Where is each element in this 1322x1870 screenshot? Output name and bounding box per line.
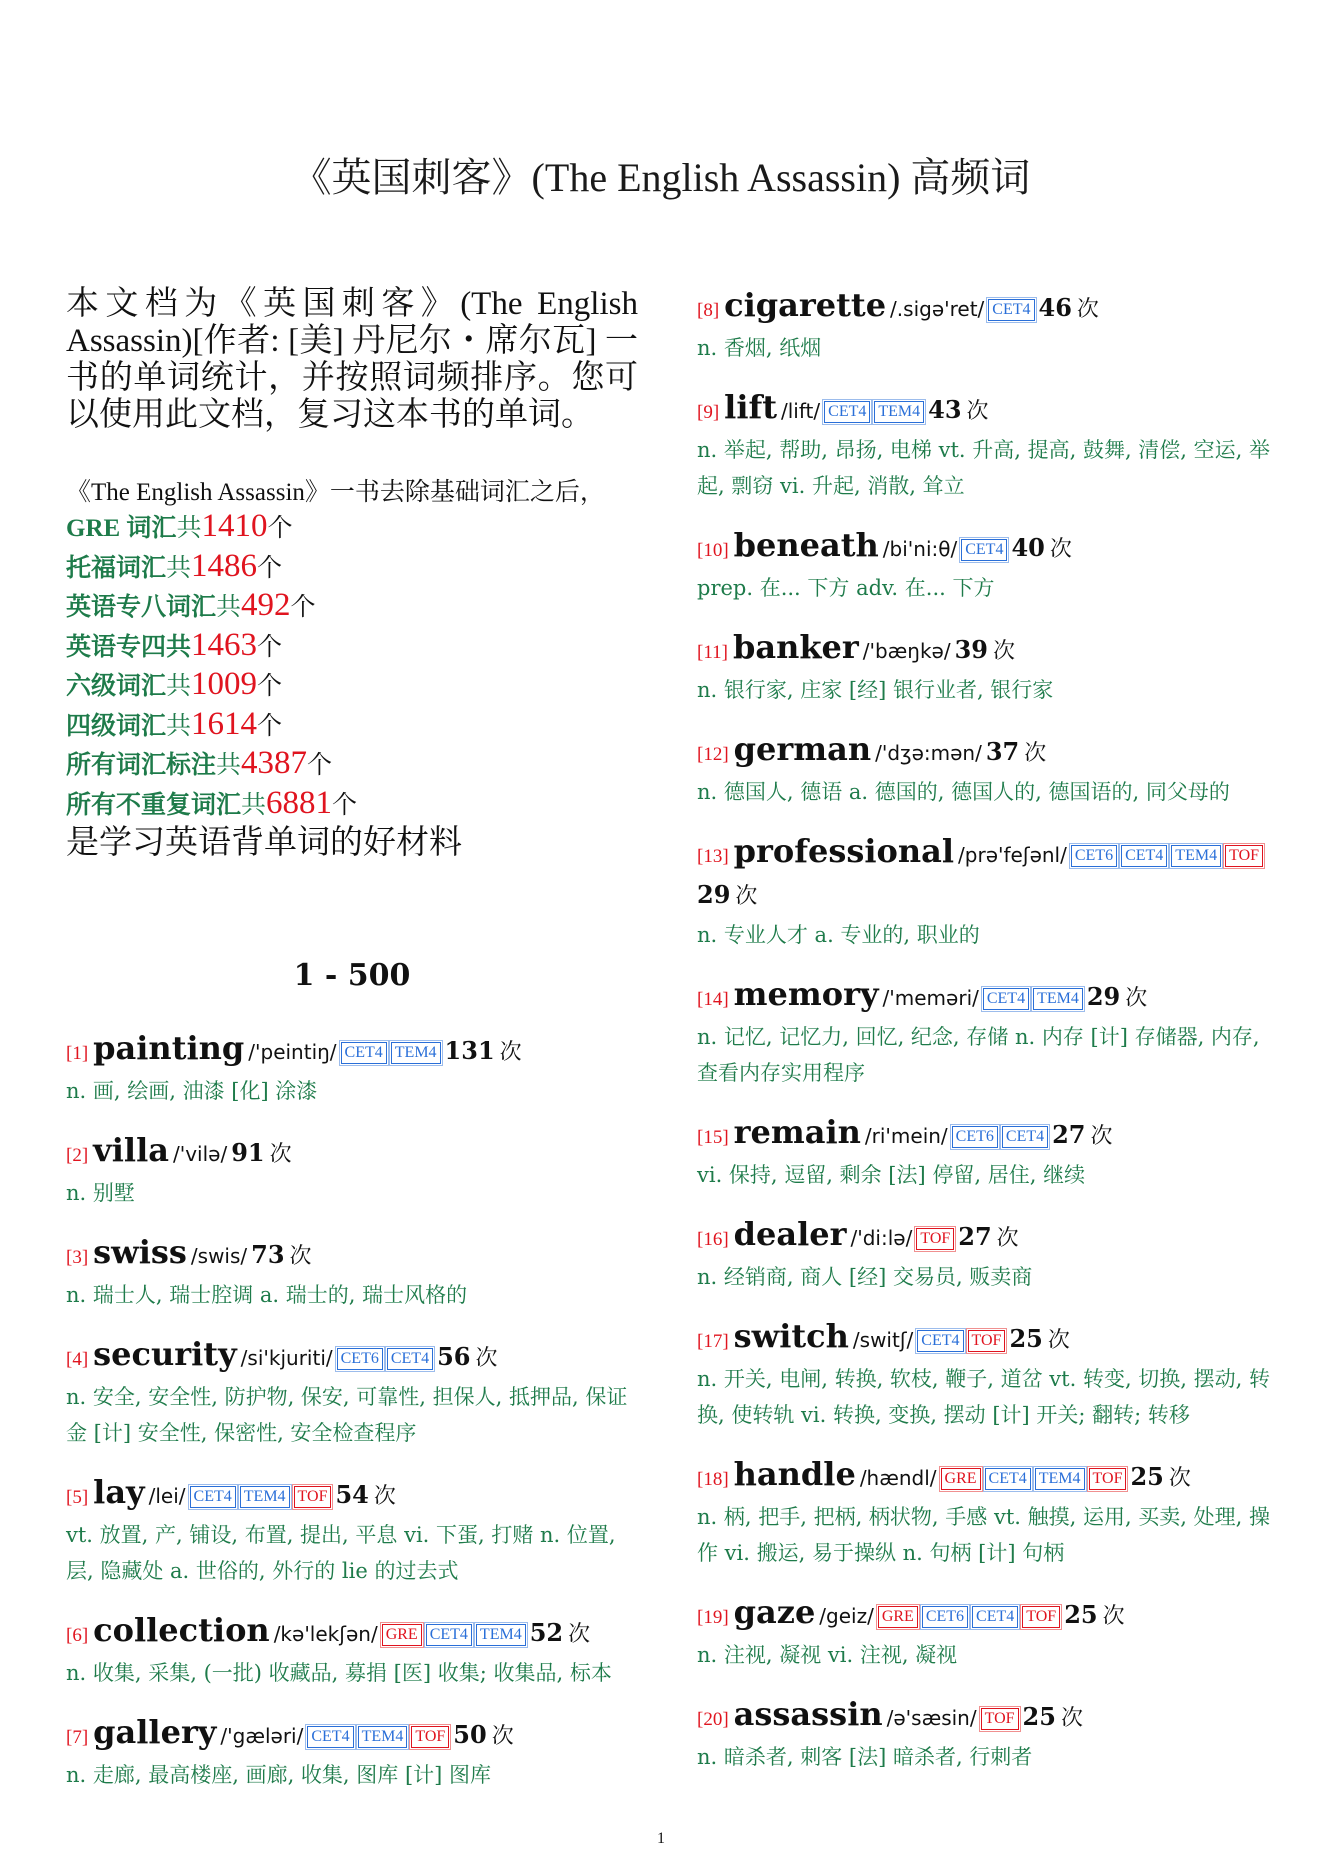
stat-label: GRE 词汇 xyxy=(66,515,177,542)
entry-count: 91 xyxy=(231,1138,265,1167)
left-column xyxy=(66,286,638,1815)
times-unit: 次 xyxy=(491,1724,514,1749)
exam-tag: CET6 xyxy=(922,1606,968,1628)
exam-tag: CET6 xyxy=(1071,845,1117,867)
stat-count: 4387 xyxy=(241,745,308,781)
stat-label: 四级词汇 xyxy=(66,712,167,740)
entry-phonetic: /lei/ xyxy=(148,1484,186,1508)
entry-count: 25 xyxy=(1064,1600,1098,1629)
times-unit: 次 xyxy=(568,1622,591,1647)
stat-line xyxy=(66,745,638,785)
entry-definition: n. 德国人, 德语 a. 德国的, 德国人的, 德国语的, 同父母的 xyxy=(697,780,1230,804)
entry-word: gaze xyxy=(733,1593,816,1631)
word-entry xyxy=(697,1317,1271,1433)
times-unit: 次 xyxy=(373,1484,396,1509)
stat-line xyxy=(66,627,638,667)
stat-line xyxy=(66,587,638,627)
entry-head xyxy=(697,388,1271,432)
entry-head xyxy=(66,1473,638,1517)
entry-definition: vi. 保持, 逗留, 剩余 [法] 停留, 居住, 继续 xyxy=(697,1163,1086,1187)
entry-definition: n. 走廊, 最高楼座, 画廊, 收集, 图库 [计] 图库 xyxy=(66,1763,492,1787)
entry-definition: n. 注视, 凝视 vi. 注视, 凝视 xyxy=(697,1643,958,1667)
entry-definition: n. 画, 绘画, 油漆 [化] 涂漆 xyxy=(66,1079,318,1103)
stat-of: 共 xyxy=(216,752,242,779)
times-unit: 次 xyxy=(499,1040,522,1065)
word-entry xyxy=(697,975,1271,1091)
entry-count: 37 xyxy=(985,737,1020,766)
entry-index: [14] xyxy=(697,989,729,1010)
entry-phonetic: /'vilə/ xyxy=(172,1142,228,1166)
entry-word: assassin xyxy=(733,1695,883,1733)
entry-definition: n. 别墅 xyxy=(66,1181,135,1205)
stat-line xyxy=(66,666,638,706)
entry-word: painting xyxy=(93,1029,245,1067)
entry-definition: n. 香烟, 纸烟 xyxy=(697,336,822,360)
entry-index: [15] xyxy=(697,1127,729,1148)
exam-tag: TOF xyxy=(1089,1468,1127,1490)
page-title: 《英国刺客》(The English Assassin) 高频词 xyxy=(291,155,1031,200)
stat-unit: 个 xyxy=(257,633,283,661)
range-heading: 1 - 500 xyxy=(293,958,411,993)
entry-definition: prep. 在... 下方 adv. 在... 下方 xyxy=(697,576,995,600)
word-entry xyxy=(66,1611,638,1691)
entry-word: memory xyxy=(733,975,879,1013)
stat-label: 所有词汇标注 xyxy=(66,752,217,779)
entry-phonetic: /prə'feʃənl/ xyxy=(958,843,1067,867)
entry-phonetic: /'peintiŋ/ xyxy=(248,1040,337,1064)
stat-of: 共 xyxy=(166,554,192,582)
stat-of: 共 xyxy=(166,673,192,700)
entry-count: 73 xyxy=(251,1240,285,1269)
entry-index: [9] xyxy=(697,402,720,423)
exam-tag: TEM4 xyxy=(476,1624,526,1646)
word-entry xyxy=(697,1593,1271,1673)
times-unit: 次 xyxy=(1168,1466,1191,1491)
entry-count: 43 xyxy=(928,395,962,424)
exam-tag: CET4 xyxy=(190,1486,236,1508)
entry-word: lift xyxy=(724,388,778,426)
stat-of: 共 xyxy=(241,791,267,819)
entry-word: security xyxy=(93,1335,237,1373)
exam-tag: CET4 xyxy=(341,1042,387,1064)
exam-tag: TOF xyxy=(916,1228,954,1250)
exam-tag: TEM4 xyxy=(1035,1468,1085,1490)
entry-definition: n. 收集, 采集, (一批) 收藏品, 募捐 [医] 收集; 收集品, 标本 xyxy=(66,1661,612,1685)
word-entry xyxy=(697,1113,1271,1193)
entry-word: handle xyxy=(733,1455,856,1493)
entry-count: 29 xyxy=(1086,982,1121,1011)
word-entry xyxy=(66,1131,638,1211)
stat-of: 共 xyxy=(166,712,192,740)
entry-index: [2] xyxy=(66,1145,89,1166)
entry-head xyxy=(697,975,1271,1019)
entry-index: [20] xyxy=(697,1709,729,1730)
stat-unit: 个 xyxy=(267,515,293,542)
stat-count: 1486 xyxy=(191,547,258,584)
entry-head xyxy=(697,1317,1271,1361)
word-entry xyxy=(697,1455,1271,1571)
entry-phonetic: /'bæŋkə/ xyxy=(862,639,951,663)
entry-word: gallery xyxy=(93,1713,217,1751)
word-list-left xyxy=(66,1029,638,1793)
stat-label: 所有不重复词汇 xyxy=(66,791,242,819)
stat-of: 共 xyxy=(176,515,202,542)
entry-count: 54 xyxy=(335,1480,369,1509)
entry-word: switch xyxy=(733,1317,849,1355)
entry-index: [12] xyxy=(697,744,729,765)
exam-tag: CET4 xyxy=(985,1468,1031,1490)
entry-index: [4] xyxy=(66,1349,89,1370)
entry-head xyxy=(697,526,1271,570)
exam-tag: CET4 xyxy=(426,1624,472,1646)
entry-word: german xyxy=(733,730,872,768)
stat-label: 英语专八词汇 xyxy=(66,594,217,621)
exam-tag: CET4 xyxy=(983,988,1029,1010)
entry-count: 52 xyxy=(529,1618,564,1647)
stats-list xyxy=(66,508,638,824)
entry-definition: n. 安全, 安全性, 防护物, 保安, 可靠性, 担保人, 抵押品, 保证金 [计] 安全性, 保密性, 安全检查程序 xyxy=(66,1385,628,1445)
stat-count: 492 xyxy=(241,587,291,623)
entry-phonetic: /'di:lə/ xyxy=(850,1226,913,1250)
entry-head xyxy=(697,286,1271,330)
entry-count: 25 xyxy=(1130,1462,1164,1491)
entry-count: 29 xyxy=(697,880,731,909)
entry-index: [3] xyxy=(66,1247,89,1268)
entry-definition: n. 暗杀者, 刺客 [法] 暗杀者, 行刺者 xyxy=(697,1745,1033,1769)
exam-tag: TOF xyxy=(294,1486,332,1508)
entry-count: 27 xyxy=(958,1222,992,1251)
times-unit: 次 xyxy=(1125,986,1148,1011)
word-entry xyxy=(66,1029,638,1109)
stat-count: 1410 xyxy=(201,508,268,544)
exam-tag: GRE xyxy=(382,1624,422,1646)
entry-definition: vt. 放置, 产, 铺设, 布置, 提出, 平息 vi. 下蛋, 打赌 n. 位置, 层, 隐藏处 a. 世俗的, 外行的 lie 的过去式 xyxy=(66,1523,616,1583)
word-list-right xyxy=(697,286,1271,1775)
exam-tag: CET4 xyxy=(1121,845,1167,867)
entry-word: beneath xyxy=(733,526,879,564)
exam-tag: TEM4 xyxy=(358,1726,408,1748)
entry-head xyxy=(697,1593,1271,1637)
exam-tag: TEM4 xyxy=(874,401,924,423)
stat-unit: 个 xyxy=(332,791,358,819)
stat-unit: 个 xyxy=(257,673,283,700)
entry-index: [6] xyxy=(66,1625,89,1646)
entry-head xyxy=(66,1611,638,1655)
stats-tail: 是学习英语背单词的好材料 xyxy=(66,825,462,861)
entry-definition: n. 举起, 帮助, 昂扬, 电梯 vt. 升高, 提高, 鼓舞, 清偿, 空运, 举起, 剽窃 vi. 升起, 消散, 耸立 xyxy=(697,438,1271,498)
stat-line xyxy=(66,548,638,588)
entry-index: [18] xyxy=(697,1469,729,1490)
entry-word: remain xyxy=(733,1113,861,1151)
word-entry xyxy=(66,1335,638,1451)
times-unit: 次 xyxy=(1102,1604,1125,1629)
entry-count: 50 xyxy=(453,1720,487,1749)
entry-definition: n. 专业人才 a. 专业的, 职业的 xyxy=(697,923,980,947)
entry-definition: n. 银行家, 庄家 [经] 银行业者, 银行家 xyxy=(697,678,1054,702)
times-unit: 次 xyxy=(1090,1124,1113,1149)
entry-count: 27 xyxy=(1052,1120,1086,1149)
entry-word: lay xyxy=(93,1473,145,1511)
word-entry xyxy=(66,1233,638,1313)
exam-tag: CET4 xyxy=(307,1726,353,1748)
right-column xyxy=(697,286,1271,1797)
entry-count: 131 xyxy=(444,1036,495,1065)
exam-tag: CET6 xyxy=(337,1348,383,1370)
entry-count: 46 xyxy=(1038,293,1072,322)
word-entry xyxy=(697,628,1271,708)
entry-definition: n. 经销商, 商人 [经] 交易员, 贩卖商 xyxy=(697,1265,1033,1289)
entry-head xyxy=(697,628,1271,672)
stat-label: 六级词汇 xyxy=(66,673,167,700)
entry-definition: n. 柄, 把手, 把柄, 柄状物, 手感 vt. 触摸, 运用, 买卖, 处理, 操作 vi. 搬运, 易于操纵 n. 句柄 [计] 句柄 xyxy=(697,1505,1271,1565)
page-number: 1 xyxy=(657,1830,665,1847)
stat-unit: 个 xyxy=(290,594,316,621)
entry-phonetic: /'gæləri/ xyxy=(220,1724,304,1748)
entry-word: professional xyxy=(733,832,955,870)
entry-phonetic: /hændl/ xyxy=(859,1466,937,1490)
word-entry xyxy=(66,1713,638,1793)
entry-index: [11] xyxy=(697,642,728,663)
times-unit: 次 xyxy=(966,399,989,424)
exam-tag: CET4 xyxy=(972,1606,1018,1628)
stat-of: 共 xyxy=(216,594,242,621)
exam-tag: TEM4 xyxy=(240,1486,290,1508)
entry-word: banker xyxy=(732,628,859,666)
entry-phonetic: /kə'lekʃən/ xyxy=(273,1622,378,1646)
stat-count: 6881 xyxy=(266,784,333,821)
times-unit: 次 xyxy=(475,1346,498,1371)
stat-line xyxy=(66,706,638,746)
entry-index: [13] xyxy=(697,846,729,867)
entry-head xyxy=(66,1029,638,1073)
stat-line xyxy=(66,785,638,825)
times-unit: 次 xyxy=(996,1226,1019,1251)
entry-count: 25 xyxy=(1022,1702,1056,1731)
exam-tag: CET6 xyxy=(952,1126,998,1148)
entry-index: [5] xyxy=(66,1487,89,1508)
entry-phonetic: /ə'sæsin/ xyxy=(886,1706,977,1730)
exam-tag: TEM4 xyxy=(1171,845,1221,867)
exam-tag: CET4 xyxy=(387,1348,433,1370)
entry-head xyxy=(697,1695,1271,1739)
word-entry xyxy=(697,1215,1271,1295)
entry-phonetic: /geiz/ xyxy=(819,1604,874,1628)
entry-phonetic: /'dʒə:mən/ xyxy=(875,741,982,765)
exam-tag: TOF xyxy=(411,1726,449,1748)
times-unit: 次 xyxy=(735,884,758,909)
times-unit: 次 xyxy=(1024,741,1047,766)
entry-head xyxy=(697,1113,1271,1157)
stat-unit: 个 xyxy=(257,712,283,740)
exam-tag: GRE xyxy=(941,1468,981,1490)
entry-phonetic: /lift/ xyxy=(781,399,821,423)
times-unit: 次 xyxy=(1049,537,1072,562)
word-entry xyxy=(697,730,1271,810)
entry-index: [8] xyxy=(697,300,720,321)
entry-count: 40 xyxy=(1011,533,1045,562)
word-entry xyxy=(66,1473,638,1589)
exam-tag: TEM4 xyxy=(1033,988,1083,1010)
entry-count: 39 xyxy=(954,635,988,664)
exam-tag: CET4 xyxy=(824,401,870,423)
entry-phonetic: /switʃ/ xyxy=(852,1328,914,1352)
entry-index: [17] xyxy=(697,1331,729,1352)
word-entry xyxy=(697,832,1271,953)
stat-label: 托福词汇 xyxy=(66,554,167,582)
entry-word: cigarette xyxy=(724,286,887,324)
entry-word: collection xyxy=(93,1611,270,1649)
stat-label: 英语专四共 xyxy=(66,633,192,661)
stat-count: 1463 xyxy=(191,626,258,663)
times-unit: 次 xyxy=(269,1142,292,1167)
entry-definition: n. 开关, 电闸, 转换, 软枝, 鞭子, 道岔 vt. 转变, 切换, 摆动, 转换, 使转轨 vi. 转换, 变换, 摆动 [计] 开关; 翻转; 转移 xyxy=(697,1367,1271,1427)
exam-tag: TEM4 xyxy=(391,1042,441,1064)
word-entry xyxy=(697,388,1271,504)
entry-phonetic: /'meməri/ xyxy=(882,986,979,1010)
exam-tag: CET4 xyxy=(961,539,1007,561)
word-entry xyxy=(697,526,1271,606)
entry-head xyxy=(66,1335,638,1379)
entry-definition: n. 记忆, 记忆力, 回忆, 纪念, 存储 n. 内存 [计] 存储器, 内存, 查看内存实用程序 xyxy=(697,1025,1260,1085)
entry-count: 25 xyxy=(1009,1324,1043,1353)
exam-tag: CET4 xyxy=(917,1330,963,1352)
stat-line xyxy=(66,508,638,548)
entry-phonetic: /swis/ xyxy=(190,1244,248,1268)
entry-head xyxy=(697,730,1271,774)
entry-head xyxy=(66,1713,638,1757)
stat-unit: 个 xyxy=(257,554,283,582)
entry-index: [7] xyxy=(66,1727,89,1748)
stat-count: 1614 xyxy=(191,705,258,742)
entry-index: [10] xyxy=(697,540,729,561)
intro-paragraph: 本文档为《英国刺客》(The English Assassin)[作者: [美] 丹尼尔・席尔瓦] 一书的单词统计，并按照词频排序。您可以使用此文档，复习这本书的单词。 xyxy=(66,286,638,433)
exam-tag: TOF xyxy=(1022,1606,1060,1628)
entry-phonetic: /.sigə'ret/ xyxy=(890,297,985,321)
word-entry xyxy=(697,286,1271,366)
entry-definition: n. 瑞士人, 瑞士腔调 a. 瑞士的, 瑞士风格的 xyxy=(66,1283,468,1307)
entry-phonetic: /bi'ni:θ/ xyxy=(882,537,958,561)
entry-phonetic: /si'kjuriti/ xyxy=(240,1346,333,1370)
word-entry xyxy=(697,1695,1271,1775)
entry-word: dealer xyxy=(733,1215,847,1253)
entry-phonetic: /ri'mein/ xyxy=(864,1124,948,1148)
entry-head xyxy=(697,832,1271,917)
exam-tag: TOF xyxy=(981,1708,1019,1730)
exam-tag: TOF xyxy=(968,1330,1006,1352)
stat-count: 1009 xyxy=(191,666,258,702)
times-unit: 次 xyxy=(993,639,1016,664)
times-unit: 次 xyxy=(1076,297,1099,322)
exam-tag: GRE xyxy=(878,1606,918,1628)
exam-tag: CET4 xyxy=(988,299,1034,321)
entry-index: [16] xyxy=(697,1229,729,1250)
stat-unit: 个 xyxy=(307,752,333,779)
entry-word: swiss xyxy=(93,1233,187,1271)
entry-word: villa xyxy=(93,1131,169,1169)
entry-index: [1] xyxy=(66,1043,89,1064)
times-unit: 次 xyxy=(1060,1706,1083,1731)
times-unit: 次 xyxy=(1047,1328,1070,1353)
entry-head xyxy=(66,1131,638,1175)
times-unit: 次 xyxy=(289,1244,312,1269)
entry-head xyxy=(66,1233,638,1277)
exam-tag: TOF xyxy=(1225,845,1263,867)
stats-lead: 《The English Assassin》一书去除基础词汇之后， xyxy=(66,479,605,506)
exam-tag: CET4 xyxy=(1002,1126,1048,1148)
entry-index: [19] xyxy=(697,1607,729,1628)
entry-head xyxy=(697,1215,1271,1259)
entry-head xyxy=(697,1455,1271,1499)
entry-count: 56 xyxy=(437,1342,471,1371)
